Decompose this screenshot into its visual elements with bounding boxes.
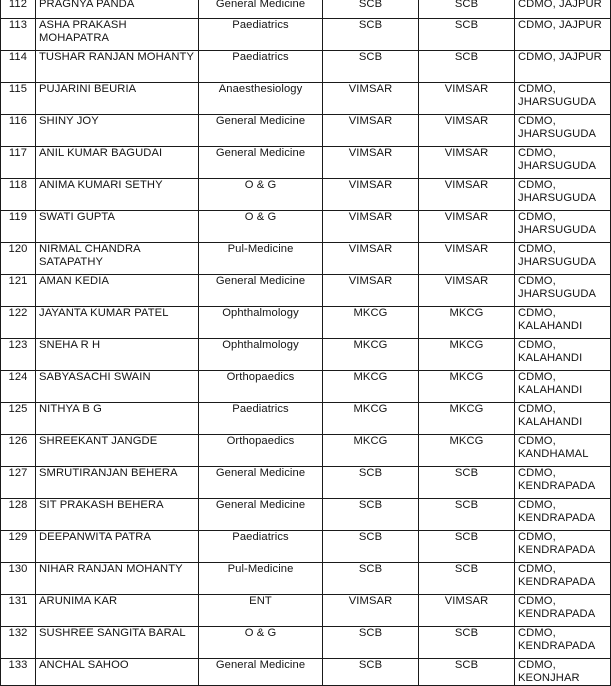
- department-cell: General Medicine: [199, 0, 323, 19]
- posting-cell: MKCG: [419, 403, 515, 435]
- district-cell: CDMO, KENDRAPADA: [515, 467, 611, 499]
- serial-number-cell: 113: [1, 19, 36, 51]
- serial-number-cell: 125: [1, 403, 36, 435]
- college-cell: SCB: [323, 467, 419, 499]
- serial-number-cell: 121: [1, 275, 36, 307]
- college-cell: VIMSAR: [323, 83, 419, 115]
- table-row: [1, 19, 611, 51]
- doctor-name-cell: SMRUTIRANJAN BEHERA: [36, 467, 199, 499]
- college-cell: SCB: [323, 531, 419, 563]
- district-cell: CDMO, JHARSUGUDA: [515, 211, 611, 243]
- district-cell: CDMO, JHARSUGUDA: [515, 275, 611, 307]
- serial-number-cell: 115: [1, 83, 36, 115]
- college-cell: MKCG: [323, 307, 419, 339]
- department-cell: Paediatrics: [199, 19, 323, 51]
- doctor-name-cell: PRAGNYA PANDA: [36, 0, 199, 19]
- table-row: [1, 147, 611, 179]
- district-cell: CDMO, JHARSUGUDA: [515, 147, 611, 179]
- table-row: [1, 627, 611, 659]
- table-row: [1, 243, 611, 275]
- department-cell: Pul-Medicine: [199, 243, 323, 275]
- doctor-name-cell: NITHYA B G: [36, 403, 199, 435]
- district-cell: CDMO, KENDRAPADA: [515, 499, 611, 531]
- department-cell: Paediatrics: [199, 51, 323, 83]
- serial-number-cell: 112: [1, 0, 36, 19]
- department-cell: General Medicine: [199, 275, 323, 307]
- posting-cell: SCB: [419, 531, 515, 563]
- serial-number-cell: 117: [1, 147, 36, 179]
- doctor-name-cell: DEEPANWITA PATRA: [36, 531, 199, 563]
- serial-number-cell: 132: [1, 627, 36, 659]
- doctor-name-cell: JAYANTA KUMAR PATEL: [36, 307, 199, 339]
- posting-cell: VIMSAR: [419, 83, 515, 115]
- posting-cell: MKCG: [419, 435, 515, 467]
- department-cell: General Medicine: [199, 467, 323, 499]
- table-row: [1, 371, 611, 403]
- college-cell: SCB: [323, 627, 419, 659]
- district-cell: CDMO, KEONJHAR: [515, 659, 611, 686]
- district-cell: CDMO, JHARSUGUDA: [515, 115, 611, 147]
- table-row: [1, 339, 611, 371]
- posting-cell: SCB: [419, 19, 515, 51]
- posting-cell: MKCG: [419, 307, 515, 339]
- district-cell: CDMO, KENDRAPADA: [515, 531, 611, 563]
- posting-cell: SCB: [419, 627, 515, 659]
- department-cell: General Medicine: [199, 147, 323, 179]
- doctor-name-cell: ANIMA KUMARI SETHY: [36, 179, 199, 211]
- district-cell: CDMO, KENDRAPADA: [515, 595, 611, 627]
- college-cell: SCB: [323, 563, 419, 595]
- posting-cell: VIMSAR: [419, 595, 515, 627]
- department-cell: O & G: [199, 627, 323, 659]
- serial-number-cell: 119: [1, 211, 36, 243]
- district-cell: CDMO, JHARSUGUDA: [515, 179, 611, 211]
- doctor-name-cell: SABYASACHI SWAIN: [36, 371, 199, 403]
- table-row: [1, 179, 611, 211]
- district-cell: CDMO, JHARSUGUDA: [515, 83, 611, 115]
- table-row: [1, 211, 611, 243]
- doctor-name-cell: TUSHAR RANJAN MOHANTY: [36, 51, 199, 83]
- department-cell: Ophthalmology: [199, 307, 323, 339]
- table-row: [1, 0, 611, 19]
- posting-cell: VIMSAR: [419, 147, 515, 179]
- doctor-name-cell: ARUNIMA KAR: [36, 595, 199, 627]
- college-cell: MKCG: [323, 339, 419, 371]
- doctor-name-cell: SIT PRAKASH BEHERA: [36, 499, 199, 531]
- department-cell: Ophthalmology: [199, 339, 323, 371]
- doctor-name-cell: SHINY JOY: [36, 115, 199, 147]
- serial-number-cell: 118: [1, 179, 36, 211]
- doctor-name-cell: ANCHAL SAHOO: [36, 659, 199, 686]
- posting-cell: SCB: [419, 51, 515, 83]
- serial-number-cell: 130: [1, 563, 36, 595]
- table-body: [1, 0, 611, 686]
- department-cell: Orthopaedics: [199, 371, 323, 403]
- department-cell: Pul-Medicine: [199, 563, 323, 595]
- table-row: [1, 115, 611, 147]
- table-row: [1, 275, 611, 307]
- table-row: [1, 51, 611, 83]
- table-row: [1, 435, 611, 467]
- department-cell: General Medicine: [199, 115, 323, 147]
- district-cell: CDMO, JHARSUGUDA: [515, 243, 611, 275]
- department-cell: General Medicine: [199, 659, 323, 686]
- doctor-name-cell: SHREEKANT JANGDE: [36, 435, 199, 467]
- doctor-name-cell: ASHA PRAKASH MOHAPATRA: [36, 19, 199, 51]
- serial-number-cell: 126: [1, 435, 36, 467]
- district-cell: CDMO, KANDHAMAL: [515, 435, 611, 467]
- department-cell: O & G: [199, 179, 323, 211]
- serial-number-cell: 128: [1, 499, 36, 531]
- college-cell: SCB: [323, 51, 419, 83]
- posting-cell: VIMSAR: [419, 243, 515, 275]
- college-cell: MKCG: [323, 435, 419, 467]
- department-cell: Anaesthesiology: [199, 83, 323, 115]
- serial-number-cell: 114: [1, 51, 36, 83]
- doctor-name-cell: NIRMAL CHANDRA SATAPATHY: [36, 243, 199, 275]
- college-cell: SCB: [323, 659, 419, 686]
- serial-number-cell: 124: [1, 371, 36, 403]
- department-cell: Paediatrics: [199, 531, 323, 563]
- district-cell: CDMO, JAJPUR: [515, 19, 611, 51]
- department-cell: Orthopaedics: [199, 435, 323, 467]
- serial-number-cell: 133: [1, 659, 36, 686]
- district-cell: CDMO, KALAHANDI: [515, 371, 611, 403]
- college-cell: SCB: [323, 0, 419, 19]
- posting-cell: SCB: [419, 659, 515, 686]
- serial-number-cell: 123: [1, 339, 36, 371]
- table-row: [1, 563, 611, 595]
- serial-number-cell: 127: [1, 467, 36, 499]
- college-cell: MKCG: [323, 403, 419, 435]
- serial-number-cell: 116: [1, 115, 36, 147]
- doctor-name-cell: PUJARINI BEURIA: [36, 83, 199, 115]
- college-cell: MKCG: [323, 371, 419, 403]
- district-cell: CDMO, KALAHANDI: [515, 403, 611, 435]
- table-row: [1, 83, 611, 115]
- doctor-name-cell: SUSHREE SANGITA BARAL: [36, 627, 199, 659]
- posting-cell: SCB: [419, 0, 515, 19]
- doctor-name-cell: NIHAR RANJAN MOHANTY: [36, 563, 199, 595]
- posting-cell: VIMSAR: [419, 115, 515, 147]
- posting-cell: SCB: [419, 499, 515, 531]
- college-cell: SCB: [323, 499, 419, 531]
- serial-number-cell: 122: [1, 307, 36, 339]
- doctor-name-cell: ANIL KUMAR BAGUDAI: [36, 147, 199, 179]
- table-row: [1, 659, 611, 686]
- doctor-name-cell: SNEHA R H: [36, 339, 199, 371]
- serial-number-cell: 120: [1, 243, 36, 275]
- serial-number-cell: 129: [1, 531, 36, 563]
- posting-cell: SCB: [419, 563, 515, 595]
- table-row: [1, 595, 611, 627]
- college-cell: VIMSAR: [323, 147, 419, 179]
- college-cell: VIMSAR: [323, 275, 419, 307]
- department-cell: General Medicine: [199, 499, 323, 531]
- college-cell: VIMSAR: [323, 595, 419, 627]
- college-cell: VIMSAR: [323, 211, 419, 243]
- district-cell: CDMO, KENDRAPADA: [515, 563, 611, 595]
- table-row: [1, 403, 611, 435]
- posting-cell: SCB: [419, 467, 515, 499]
- serial-number-cell: 131: [1, 595, 36, 627]
- posting-cell: VIMSAR: [419, 275, 515, 307]
- department-cell: ENT: [199, 595, 323, 627]
- doctor-name-cell: SWATI GUPTA: [36, 211, 199, 243]
- district-cell: CDMO, KALAHANDI: [515, 339, 611, 371]
- posting-cell: MKCG: [419, 339, 515, 371]
- table-row: [1, 467, 611, 499]
- posting-cell: VIMSAR: [419, 179, 515, 211]
- district-cell: CDMO, KENDRAPADA: [515, 627, 611, 659]
- college-cell: VIMSAR: [323, 243, 419, 275]
- college-cell: VIMSAR: [323, 115, 419, 147]
- district-cell: CDMO, JAJPUR: [515, 0, 611, 19]
- district-cell: CDMO, JAJPUR: [515, 51, 611, 83]
- college-cell: SCB: [323, 19, 419, 51]
- department-cell: O & G: [199, 211, 323, 243]
- table-row: [1, 531, 611, 563]
- table-row: [1, 499, 611, 531]
- posting-cell: MKCG: [419, 371, 515, 403]
- college-cell: VIMSAR: [323, 179, 419, 211]
- doctor-name-cell: AMAN KEDIA: [36, 275, 199, 307]
- district-cell: CDMO, KALAHANDI: [515, 307, 611, 339]
- posting-cell: VIMSAR: [419, 211, 515, 243]
- table-row: [1, 307, 611, 339]
- department-cell: Paediatrics: [199, 403, 323, 435]
